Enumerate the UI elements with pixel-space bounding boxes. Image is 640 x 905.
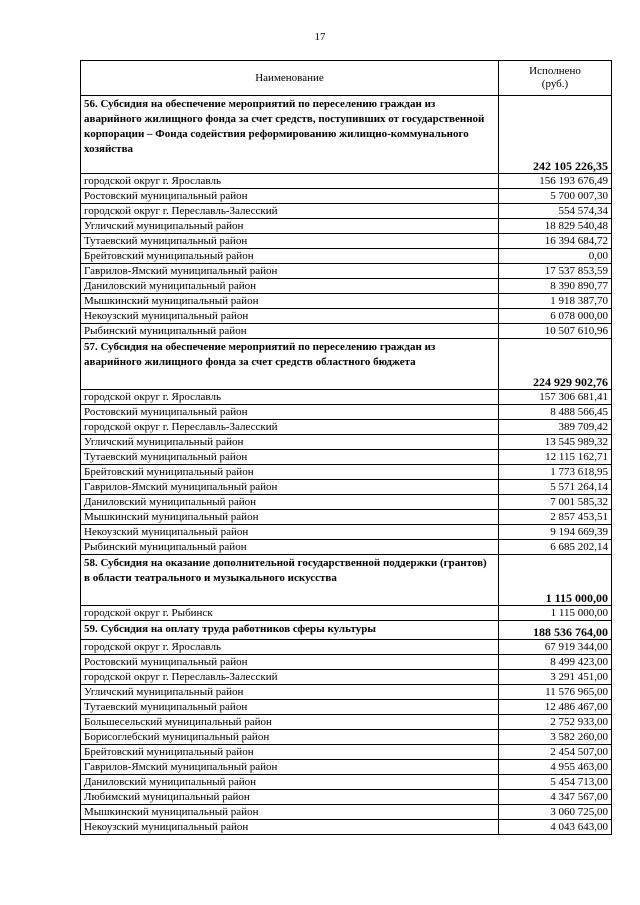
section-total: 224 929 902,76	[499, 339, 612, 390]
executed-amount: 6 078 000,00	[499, 309, 612, 324]
municipality-name: Даниловский муниципальный район	[81, 775, 499, 790]
table-row	[81, 279, 612, 294]
municipality-name: Гаврилов-Ямский муниципальный район	[81, 480, 499, 495]
municipality-name: Борисоглебский муниципальный район	[81, 730, 499, 745]
municipality-name: Любимский муниципальный район	[81, 790, 499, 805]
table-row	[81, 760, 612, 775]
executed-amount: 11 576 965,00	[499, 685, 612, 700]
municipality-name: Ростовский муниципальный район	[81, 189, 499, 204]
table-row	[81, 480, 612, 495]
section-header-row	[81, 339, 612, 390]
municipality-name: Рыбинский муниципальный район	[81, 540, 499, 555]
table-row	[81, 745, 612, 760]
table-row	[81, 730, 612, 745]
table-row	[81, 174, 612, 189]
executed-amount: 4 043 643,00	[499, 820, 612, 835]
executed-amount: 389 709,42	[499, 420, 612, 435]
municipality-name: Гаврилов-Ямский муниципальный район	[81, 264, 499, 279]
table-row	[81, 405, 612, 420]
column-header-name: Наименование	[81, 61, 499, 96]
executed-amount: 5 454 713,00	[499, 775, 612, 790]
table-row	[81, 790, 612, 805]
table-row	[81, 820, 612, 835]
executed-amount: 10 507 610,96	[499, 324, 612, 339]
section-header-row	[81, 621, 612, 640]
executed-amount: 67 919 344,00	[499, 640, 612, 655]
executed-amount: 16 394 684,72	[499, 234, 612, 249]
section-title: 59. Субсидия на оплату труда работников сферы культуры	[81, 621, 499, 640]
page-number: 17	[314, 31, 326, 43]
executed-amount: 12 486 467,00	[499, 700, 612, 715]
table-row	[81, 435, 612, 450]
executed-amount: 1 115 000,00	[499, 606, 612, 621]
executed-amount: 8 499 423,00	[499, 655, 612, 670]
executed-amount: 3 582 260,00	[499, 730, 612, 745]
municipality-name: Некоузский муниципальный район	[81, 820, 499, 835]
table-row	[81, 465, 612, 480]
executed-amount: 554 574,34	[499, 204, 612, 219]
section-header-row	[81, 96, 612, 174]
executed-amount: 8 488 566,45	[499, 405, 612, 420]
table-row	[81, 234, 612, 249]
table-row	[81, 805, 612, 820]
executed-amount: 13 545 989,32	[499, 435, 612, 450]
executed-amount: 2 857 453,51	[499, 510, 612, 525]
municipality-name: Мышкинский муниципальный район	[81, 805, 499, 820]
municipality-name: Рыбинский муниципальный район	[81, 324, 499, 339]
executed-amount: 0,00	[499, 249, 612, 264]
executed-amount: 156 193 676,49	[499, 174, 612, 189]
municipality-name: Тутаевский муниципальный район	[81, 450, 499, 465]
table-row	[81, 670, 612, 685]
table-row	[81, 309, 612, 324]
section-title: 58. Субсидия на оказание дополнительной государственной поддержки (грантов) в области театрального и музыкального искусства	[81, 555, 499, 606]
municipality-name: городской округ г. Рыбинск	[81, 606, 499, 621]
municipality-name: городской округ г. Переславль-Залесский	[81, 204, 499, 219]
municipality-name: городской округ г. Ярославль	[81, 390, 499, 405]
municipality-name: Брейтовский муниципальный район	[81, 249, 499, 264]
executed-amount: 6 685 202,14	[499, 540, 612, 555]
municipality-name: Брейтовский муниципальный район	[81, 745, 499, 760]
municipality-name: Угличский муниципальный район	[81, 685, 499, 700]
table-row	[81, 264, 612, 279]
table-row	[81, 189, 612, 204]
executed-amount: 5 700 007,30	[499, 189, 612, 204]
table-row	[81, 775, 612, 790]
municipality-name: Мышкинский муниципальный район	[81, 294, 499, 309]
executed-amount: 18 829 540,48	[499, 219, 612, 234]
municipality-name: Тутаевский муниципальный район	[81, 234, 499, 249]
table-row	[81, 715, 612, 730]
table-row	[81, 420, 612, 435]
municipality-name: Тутаевский муниципальный район	[81, 700, 499, 715]
municipality-name: городской округ г. Ярославль	[81, 174, 499, 189]
column-header-value-line1: Исполнено	[529, 65, 581, 77]
executed-amount: 3 291 451,00	[499, 670, 612, 685]
table-row	[81, 640, 612, 655]
table-row	[81, 294, 612, 309]
section-title: 56. Субсидия на обеспечение мероприятий по переселению граждан из аварийного жилищного фонда за счет средств, поступивших от государственной корпорации – Фонда содействия реформированию жилищно-коммунального хозяйства	[81, 96, 499, 174]
section-header-row	[81, 555, 612, 606]
executed-amount: 9 194 669,39	[499, 525, 612, 540]
municipality-name: Некоузский муниципальный район	[81, 309, 499, 324]
municipality-name: Даниловский муниципальный район	[81, 495, 499, 510]
table-row	[81, 219, 612, 234]
table-header-row	[81, 61, 612, 96]
municipality-name: Угличский муниципальный район	[81, 219, 499, 234]
municipality-name: Большесельский муниципальный район	[81, 715, 499, 730]
executed-amount: 1 918 387,70	[499, 294, 612, 309]
municipality-name: Ростовский муниципальный район	[81, 405, 499, 420]
municipality-name: Некоузский муниципальный район	[81, 525, 499, 540]
table-row	[81, 324, 612, 339]
table-body	[81, 96, 612, 835]
table-row	[81, 204, 612, 219]
table-row	[81, 510, 612, 525]
executed-amount: 7 001 585,32	[499, 495, 612, 510]
municipality-name: Гаврилов-Ямский муниципальный район	[81, 760, 499, 775]
executed-amount: 2 752 933,00	[499, 715, 612, 730]
section-total: 1 115 000,00	[499, 555, 612, 606]
municipality-name: Мышкинский муниципальный район	[81, 510, 499, 525]
section-total: 242 105 226,35	[499, 96, 612, 174]
executed-amount: 8 390 890,77	[499, 279, 612, 294]
table-row	[81, 249, 612, 264]
section-title: 57. Субсидия на обеспечение мероприятий по переселению граждан из аварийного жилищного фонда за счет средств областного бюджета	[81, 339, 499, 390]
executed-amount: 4 347 567,00	[499, 790, 612, 805]
executed-amount: 12 115 162,71	[499, 450, 612, 465]
municipality-name: городской округ г. Переславль-Залесский	[81, 420, 499, 435]
table-row	[81, 685, 612, 700]
column-header-value-line2: (руб.)	[541, 78, 569, 90]
column-header-value	[499, 61, 612, 96]
table-row	[81, 450, 612, 465]
section-total: 188 536 764,00	[499, 621, 612, 640]
table-row	[81, 700, 612, 715]
executed-amount: 5 571 264,14	[499, 480, 612, 495]
executed-amount: 157 306 681,41	[499, 390, 612, 405]
municipality-name: Ростовский муниципальный район	[81, 655, 499, 670]
municipality-name: Угличский муниципальный район	[81, 435, 499, 450]
table-row	[81, 655, 612, 670]
municipality-name: Брейтовский муниципальный район	[81, 465, 499, 480]
executed-amount: 2 454 507,00	[499, 745, 612, 760]
subsidy-table	[80, 60, 612, 835]
executed-amount: 4 955 463,00	[499, 760, 612, 775]
executed-amount: 3 060 725,00	[499, 805, 612, 820]
executed-amount: 1 773 618,95	[499, 465, 612, 480]
municipality-name: городской округ г. Ярославль	[81, 640, 499, 655]
table-row	[81, 606, 612, 621]
municipality-name: Даниловский муниципальный район	[81, 279, 499, 294]
executed-amount: 17 537 853,59	[499, 264, 612, 279]
table-row	[81, 525, 612, 540]
table-row	[81, 495, 612, 510]
table-row	[81, 390, 612, 405]
table-row	[81, 540, 612, 555]
municipality-name: городской округ г. Переславль-Залесский	[81, 670, 499, 685]
